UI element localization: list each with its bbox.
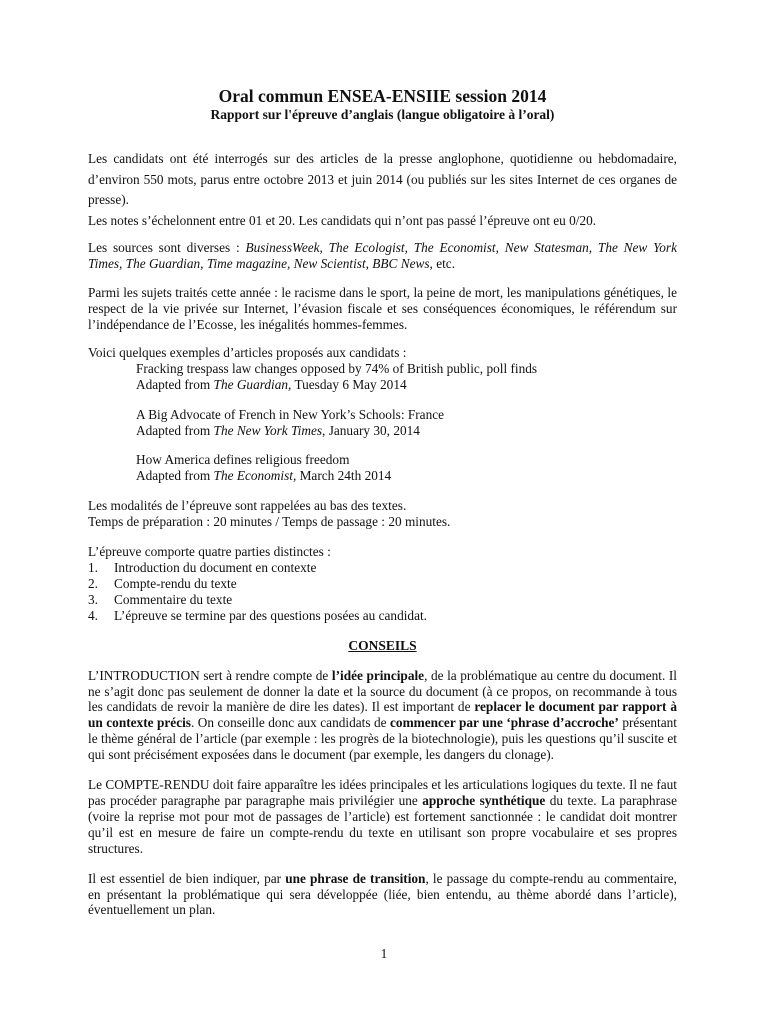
article-source: Adapted from The New York Times, January 30, 2014 — [136, 422, 420, 438]
conseils-heading: CONSEILS — [348, 637, 417, 653]
list-item: 4. L’épreuve se termine par des questions posées au candidat. — [88, 607, 427, 623]
document-subtitle: Rapport sur l'épreuve d’anglais (langue obligatoire à l’oral) — [210, 107, 555, 122]
list-item: 3. Commentaire du texte — [88, 591, 233, 607]
parts-list — [88, 560, 677, 624]
document-page — [88, 86, 677, 918]
grades-paragraph: Les notes s’échelonnent entre 01 et 20. Les candidats qui n’ont pas passé l’épreuve ont eu 0/20. — [88, 212, 597, 228]
article-example-2 — [88, 407, 677, 439]
examples-lead: Voici quelques exemples d’articles proposés aux candidats : — [88, 344, 407, 360]
modalites-line-1: Les modalités de l’épreuve sont rappelées au bas des textes. — [88, 498, 407, 514]
sources-paragraph — [88, 240, 677, 272]
article-source: Adapted from The Economist, March 24th 2014 — [136, 468, 392, 484]
article-example-3 — [88, 452, 677, 484]
modalites-line-2: Temps de préparation : 20 minutes / Temps de passage : 20 minutes. — [88, 514, 451, 530]
article-title: How America defines religious freedom — [136, 452, 350, 468]
article-title: A Big Advocate of French in New York’s Schools: France — [136, 406, 445, 422]
introduction-advice-paragraph: L’INTRODUCTION sert à rendre compte de l’idée principale, de la problématique au centre du document. Il ne s’agit donc pas seulement de donner la date et la source du document (à ce propos, on recommande à tous les candidats de revoir la manière de dire les dates). Il est important de replacer le document par rapport à un contexte précis. On conseille donc aux candidats de commencer par une ‘phrase d’accroche’ présentant le thème général de l’article (par exemple : les progrès de la biotechnologie), puis les questions qu’il suscite et qui sont précisément exposées dans le document (par exemple, les dangers du clonage). — [88, 667, 677, 763]
document-title: Oral commun ENSEA-ENSIIE session 2014 — [218, 86, 547, 106]
transition-advice-paragraph: Il est essentiel de bien indiquer, par une phrase de transition, le passage du compte-rendu au commentaire, en présentant la problématique qui sera développée (liée, bien entendu, au thème abordé dans l’article), éventuellement un plan. — [88, 870, 677, 918]
article-title: Fracking trespass law changes opposed by 74% of British public, poll finds — [136, 360, 538, 376]
compte-rendu-advice-paragraph: Le COMPTE-RENDU doit faire apparaître les idées principales et les articulations logiques du texte. Il ne faut pas procéder paragraphe par paragraphe mais privilégier une approche synthétique du texte. La paraphrase (voire la reprise mot pour mot de passages de l’article) est fortement sanctionnée : le candidat doit montrer qu’il est en mesure de faire un compte-rendu du texte en utilisant son propre vocabulaire et ses propres structures. — [88, 777, 677, 856]
parts-lead: L’épreuve comporte quatre parties distinctes : — [88, 544, 331, 560]
list-item: 2. Compte-rendu du texte — [88, 575, 237, 591]
list-item: 1. Introduction du document en contexte — [88, 560, 317, 575]
sources-list: BusinessWeek, The Ecologist, The Economist, New Statesman, The New York Times, The Guardian, Time magazine, New Scientist, BBC News, — [88, 240, 677, 272]
sources-tail: etc. — [432, 256, 456, 272]
subjects-paragraph: Parmi les sujets traités cette année : le racisme dans le sport, la peine de mort, les manipulations génétiques, le respect de la vie privée sur Internet, l’évasion fiscale et ses conséquences économiques, le référendum sur l’indépendance de l’Ecosse, les inégalités hommes-femmes. — [88, 285, 677, 333]
article-source: Adapted from The Guardian, Tuesday 6 May 2014 — [136, 376, 407, 392]
sources-lead: Les sources sont diverses : — [88, 240, 246, 256]
intro-paragraph: Les candidats ont été interrogés sur des articles de la presse anglophone, quotidienne ou hebdomadaire, d’environ 550 mots, parus entre octobre 2013 et juin 2014 (ou publiés sur les sites Internet de ces organes de presse). — [88, 151, 677, 207]
page-number: 1 — [380, 946, 388, 961]
article-example-1 — [88, 361, 677, 393]
